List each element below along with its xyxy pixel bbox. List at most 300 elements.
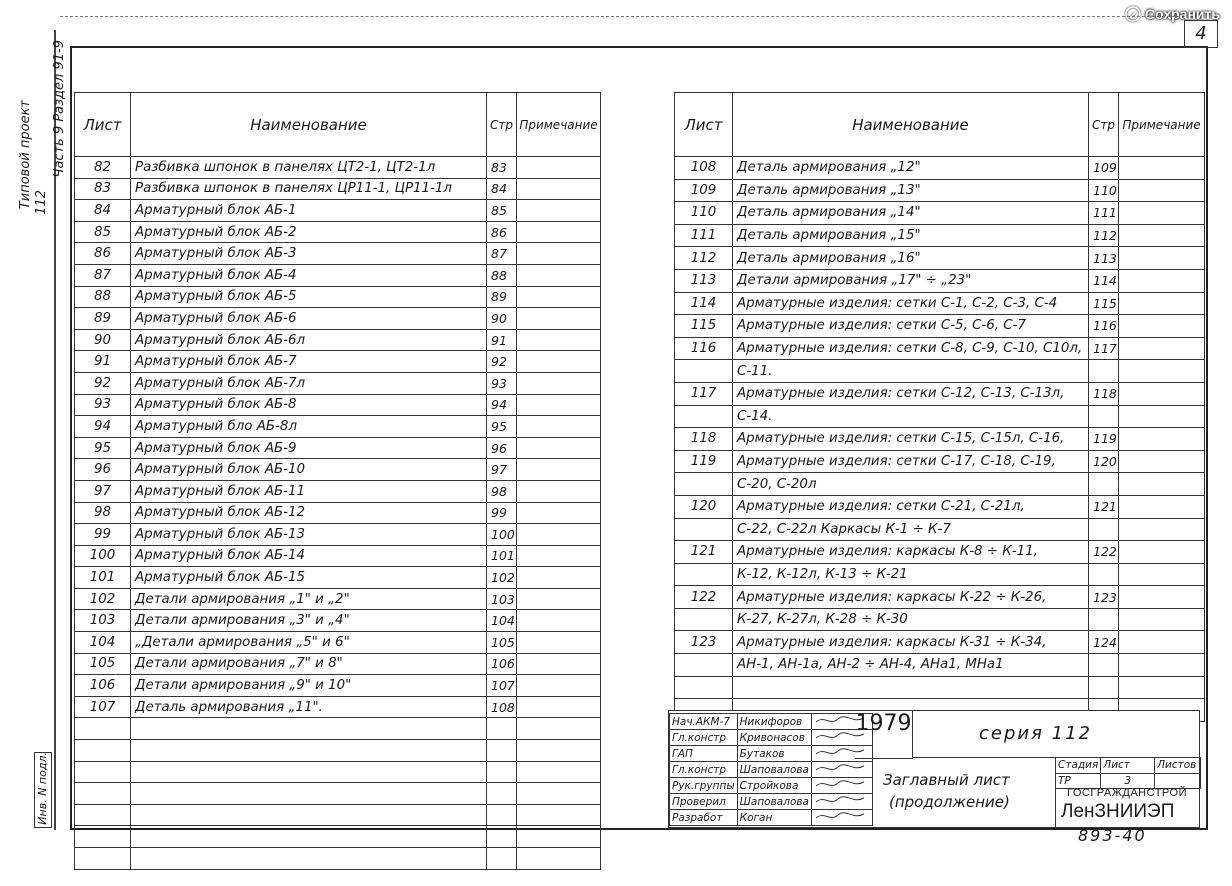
cell-page: 99 xyxy=(487,502,517,524)
cell-sheet: 122 xyxy=(675,586,733,609)
cell-sheet xyxy=(675,405,733,428)
cell-page: 88 xyxy=(487,264,517,286)
cell-page xyxy=(1089,360,1119,383)
cell-note xyxy=(517,653,601,675)
cell-sheet: 120 xyxy=(675,495,733,518)
cell-sheet: 83 xyxy=(75,178,131,200)
cell-note xyxy=(517,696,601,718)
cell-note xyxy=(1119,428,1205,451)
table-row xyxy=(675,360,1205,383)
header-name: Наименование xyxy=(131,93,487,157)
table-row xyxy=(675,269,1205,292)
signature-row xyxy=(670,746,873,762)
cell-note xyxy=(517,372,601,394)
cell-sheet xyxy=(75,848,131,870)
table-row xyxy=(75,372,601,394)
cell-note xyxy=(517,437,601,459)
table-row xyxy=(675,676,1205,699)
cell-page: 98 xyxy=(487,480,517,502)
cell-page: 92 xyxy=(487,351,517,373)
cell-note xyxy=(1119,315,1205,338)
cell-note xyxy=(1119,179,1205,202)
cell-note xyxy=(517,308,601,330)
cell-page xyxy=(1089,676,1119,699)
table-row xyxy=(75,416,601,438)
stage-table xyxy=(1055,757,1201,789)
cell-name: Деталь армирования „11". xyxy=(131,696,487,718)
sheets-label: Листов xyxy=(1155,758,1201,774)
cell-page: 118 xyxy=(1089,382,1119,405)
cell-name xyxy=(131,718,487,740)
cell-page: 91 xyxy=(487,329,517,351)
table-row xyxy=(75,783,601,805)
cell-sheet xyxy=(75,783,131,805)
cell-name: Разбивка шпонок в панелях ЦР11-1, ЦР11-1л xyxy=(131,178,487,200)
cell-sheet: 116 xyxy=(675,337,733,360)
cell-sheet xyxy=(675,676,733,699)
cell-name: Деталь армирования „15" xyxy=(733,224,1089,247)
cell-name: Арматурный блок АБ-14 xyxy=(131,545,487,567)
table-row xyxy=(75,157,601,179)
role: Разработ xyxy=(670,810,738,826)
table-row xyxy=(75,675,601,697)
cell-sheet: 85 xyxy=(75,221,131,243)
role: Проверил xyxy=(670,794,738,810)
header-sheet: Лист xyxy=(75,93,131,157)
cell-sheet: 101 xyxy=(75,567,131,589)
cell-note xyxy=(1119,337,1205,360)
cell-page: 110 xyxy=(1089,179,1119,202)
table-row xyxy=(675,495,1205,518)
cell-sheet: 102 xyxy=(75,588,131,610)
cell-note xyxy=(517,783,601,805)
cell-name: Арматурный блок АБ-1 xyxy=(131,200,487,222)
cell-page: 107 xyxy=(487,675,517,697)
signature xyxy=(812,762,873,778)
person-name: Стройкова xyxy=(737,778,811,794)
cell-page: 108 xyxy=(487,696,517,718)
cell-page: 101 xyxy=(487,545,517,567)
cell-sheet: 103 xyxy=(75,610,131,632)
person-name: Коган xyxy=(737,810,811,826)
table-row xyxy=(675,473,1205,496)
sheet-label: Лист xyxy=(1101,758,1155,774)
cell-page: 94 xyxy=(487,394,517,416)
person-name: Шаповалова xyxy=(737,762,811,778)
cell-note xyxy=(1119,586,1205,609)
table-row xyxy=(75,696,601,718)
cell-note xyxy=(517,524,601,546)
cell-page xyxy=(1089,518,1119,541)
cell-note xyxy=(1119,654,1205,677)
right-contents-table xyxy=(674,92,1205,722)
cell-page: 102 xyxy=(487,567,517,589)
cell-page xyxy=(487,848,517,870)
table-row xyxy=(75,588,601,610)
table-row xyxy=(675,450,1205,473)
cell-sheet xyxy=(75,740,131,762)
signature-row xyxy=(670,730,873,746)
cell-sheet: 90 xyxy=(75,329,131,351)
left-contents-table xyxy=(74,92,601,870)
table-row xyxy=(75,632,601,654)
cell-page: 90 xyxy=(487,308,517,330)
cell-note xyxy=(517,200,601,222)
table-row xyxy=(75,459,601,481)
cell-page: 120 xyxy=(1089,450,1119,473)
table-row xyxy=(675,563,1205,586)
cell-note xyxy=(1119,608,1205,631)
cell-page: 121 xyxy=(1089,495,1119,518)
cell-sheet: 119 xyxy=(675,450,733,473)
signatures-table xyxy=(669,713,873,826)
cell-sheet: 96 xyxy=(75,459,131,481)
cell-name: Детали армирования „17" ÷ „23" xyxy=(733,269,1089,292)
signature-row xyxy=(670,810,873,826)
table-row xyxy=(75,221,601,243)
cell-page xyxy=(487,718,517,740)
title-line1: Заглавный лист xyxy=(883,771,1010,789)
table-row xyxy=(75,502,601,524)
year: 1979 xyxy=(855,711,912,736)
cell-note xyxy=(1119,202,1205,225)
table-row xyxy=(675,247,1205,270)
side-title-line1: Типовой проект xyxy=(18,100,33,210)
cell-name xyxy=(131,761,487,783)
pencil-icon xyxy=(1125,6,1141,22)
cell-name: Арматурный блок АБ-12 xyxy=(131,502,487,524)
cell-name: АН-1, АН-1а, АН-2 ÷ АН-4, АНа1, МНа1 xyxy=(733,654,1089,677)
table-row xyxy=(75,567,601,589)
cell-name: Деталь армирования „12" xyxy=(733,157,1089,180)
cell-name: Арматурный блок АБ-4 xyxy=(131,264,487,286)
cell-page xyxy=(1089,563,1119,586)
cell-name: Арматурные изделия: сетки С-17, С-18, С-19, xyxy=(733,450,1089,473)
cell-name xyxy=(131,848,487,870)
cell-name xyxy=(131,826,487,848)
cell-name: С-11. xyxy=(733,360,1089,383)
table-row xyxy=(75,524,601,546)
table-row xyxy=(75,264,601,286)
cell-name: Арматурный блок АБ-11 xyxy=(131,480,487,502)
role: Гл.констр xyxy=(670,762,738,778)
cell-sheet xyxy=(675,473,733,496)
cell-note xyxy=(517,416,601,438)
cell-note xyxy=(1119,541,1205,564)
sheet-number: 4 xyxy=(1184,20,1218,48)
table-row xyxy=(75,545,601,567)
cell-note xyxy=(1119,563,1205,586)
cell-name: Арматурный блок АБ-15 xyxy=(131,567,487,589)
cell-note xyxy=(1119,631,1205,654)
signature xyxy=(812,778,873,794)
stage-label: Стадия xyxy=(1056,758,1101,774)
table-row xyxy=(675,315,1205,338)
cell-sheet: 88 xyxy=(75,286,131,308)
cell-name: Детали армирования „3" и „4" xyxy=(131,610,487,632)
table-row xyxy=(675,292,1205,315)
cell-note xyxy=(517,243,601,265)
cell-name: Детали армирования „9" и 10" xyxy=(131,675,487,697)
cell-sheet: 107 xyxy=(75,696,131,718)
signature-row xyxy=(670,714,873,730)
cell-name: К-27, К-27л, К-28 ÷ К-30 xyxy=(733,608,1089,631)
cell-sheet: 84 xyxy=(75,200,131,222)
cell-page: 103 xyxy=(487,588,517,610)
signature-row xyxy=(670,762,873,778)
person-name: Никифоров xyxy=(737,714,811,730)
stage-value: ТР xyxy=(1056,773,1101,789)
cell-name: Детали армирования „1" и „2" xyxy=(131,588,487,610)
table-row xyxy=(675,428,1205,451)
cell-note xyxy=(1119,495,1205,518)
cell-page: 97 xyxy=(487,459,517,481)
table-row xyxy=(675,179,1205,202)
top-edge xyxy=(60,16,1180,17)
cell-name: Арматурные изделия: сетки С-21, С-21л, xyxy=(733,495,1089,518)
cell-name: Арматурный блок АБ-9 xyxy=(131,437,487,459)
cell-page: 86 xyxy=(487,221,517,243)
cell-note xyxy=(517,264,601,286)
person-name: Шаповалова xyxy=(737,794,811,810)
cell-page: 84 xyxy=(487,178,517,200)
table-row xyxy=(75,308,601,330)
cell-sheet: 115 xyxy=(675,315,733,338)
cell-page: 119 xyxy=(1089,428,1119,451)
role: Нач.АКМ-7 xyxy=(670,714,738,730)
cell-note xyxy=(517,804,601,826)
cell-page: 124 xyxy=(1089,631,1119,654)
cell-sheet xyxy=(675,518,733,541)
cell-sheet: 93 xyxy=(75,394,131,416)
cell-sheet: 113 xyxy=(675,269,733,292)
table-row xyxy=(75,394,601,416)
cell-page: 122 xyxy=(1089,541,1119,564)
inventory-label: Инв. N подл. xyxy=(36,752,49,825)
cell-note xyxy=(1119,292,1205,315)
table-row xyxy=(75,178,601,200)
cell-page: 106 xyxy=(487,653,517,675)
cell-note xyxy=(1119,157,1205,180)
table-row xyxy=(675,541,1205,564)
table-row xyxy=(675,405,1205,428)
cell-sheet: 117 xyxy=(675,382,733,405)
cell-page xyxy=(487,761,517,783)
cell-name: Арматурный блок АБ-10 xyxy=(131,459,487,481)
cell-note xyxy=(517,610,601,632)
table-row xyxy=(75,480,601,502)
cell-note xyxy=(517,718,601,740)
cell-name: Арматурные изделия: каркасы К-31 ÷ К-34, xyxy=(733,631,1089,654)
cell-page: 123 xyxy=(1089,586,1119,609)
cell-sheet: 105 xyxy=(75,653,131,675)
cell-page: 117 xyxy=(1089,337,1119,360)
cell-page: 93 xyxy=(487,372,517,394)
table-row xyxy=(75,200,601,222)
cell-name xyxy=(131,740,487,762)
cell-note xyxy=(1119,247,1205,270)
table-row xyxy=(675,631,1205,654)
side-title-line2: 112 xyxy=(34,190,49,215)
inventory-label-box xyxy=(34,752,52,828)
cell-name: С-14. xyxy=(733,405,1089,428)
cell-sheet: 104 xyxy=(75,632,131,654)
cell-sheet xyxy=(75,826,131,848)
cell-note xyxy=(517,351,601,373)
cell-name: Арматурный блок АБ-7 xyxy=(131,351,487,373)
cell-name: Арматурный блок АБ-3 xyxy=(131,243,487,265)
cell-name: С-20, С-20л xyxy=(733,473,1089,496)
org-line2: ЛенЗНИИЭП xyxy=(1061,801,1175,822)
cell-note xyxy=(517,329,601,351)
table-row xyxy=(75,610,601,632)
series-label: серия 112 xyxy=(979,723,1093,744)
cell-note xyxy=(517,394,601,416)
signature-row xyxy=(670,794,873,810)
cell-note xyxy=(517,761,601,783)
cell-name: Арматурный блок АБ-2 xyxy=(131,221,487,243)
cell-note xyxy=(517,178,601,200)
cell-sheet: 110 xyxy=(675,202,733,225)
cell-name: Деталь армирования „14" xyxy=(733,202,1089,225)
cell-name: Арматурные изделия: сетки С-1, С-2, С-3, С-4 xyxy=(733,292,1089,315)
cell-name: Арматурный блок АБ-8 xyxy=(131,394,487,416)
header-page: Стр xyxy=(1089,93,1119,157)
cell-note xyxy=(1119,518,1205,541)
cell-sheet: 108 xyxy=(675,157,733,180)
signature-row xyxy=(670,778,873,794)
cell-note xyxy=(1119,224,1205,247)
table-row xyxy=(75,351,601,373)
cell-sheet: 89 xyxy=(75,308,131,330)
cell-name: Детали армирования „7" и 8" xyxy=(131,653,487,675)
cell-note xyxy=(1119,450,1205,473)
cell-name: Арматурные изделия: сетки С-12, С-13, С-13л, xyxy=(733,382,1089,405)
cell-note xyxy=(1119,382,1205,405)
cell-sheet: 91 xyxy=(75,351,131,373)
cell-note xyxy=(517,588,601,610)
header-note: Примечание xyxy=(1119,93,1205,157)
cell-sheet: 92 xyxy=(75,372,131,394)
cell-note xyxy=(517,480,601,502)
table-row xyxy=(75,286,601,308)
year-box xyxy=(855,711,913,759)
cell-note xyxy=(517,826,601,848)
cell-page: 83 xyxy=(487,157,517,179)
table-row xyxy=(75,243,601,265)
cell-sheet xyxy=(75,761,131,783)
cell-name: С-22, С-22л Каркасы К-1 ÷ К-7 xyxy=(733,518,1089,541)
side-title xyxy=(18,40,78,215)
cell-page: 105 xyxy=(487,632,517,654)
cell-name: Арматурные изделия: сетки С-5, С-6, С-7 xyxy=(733,315,1089,338)
cell-page xyxy=(487,804,517,826)
cell-note xyxy=(517,459,601,481)
cell-sheet xyxy=(75,718,131,740)
cell-page xyxy=(1089,608,1119,631)
table-row xyxy=(75,848,601,870)
cell-page: 87 xyxy=(487,243,517,265)
header-page: Стр xyxy=(487,93,517,157)
cell-name xyxy=(131,783,487,805)
cell-sheet: 87 xyxy=(75,264,131,286)
cell-name: Арматурный блок АБ-13 xyxy=(131,524,487,546)
cell-name: Арматурные изделия: сетки С-15, С-15л, С-16, xyxy=(733,428,1089,451)
cell-page xyxy=(487,826,517,848)
cell-note xyxy=(517,632,601,654)
org-line1: ГОСГРАЖДАНСТРОЙ xyxy=(1067,787,1187,799)
table-row xyxy=(75,329,601,351)
cell-page: 115 xyxy=(1089,292,1119,315)
cell-sheet: 111 xyxy=(675,224,733,247)
cell-page: 114 xyxy=(1089,269,1119,292)
cell-note xyxy=(1119,473,1205,496)
save-button-label: Сохранить xyxy=(1145,6,1220,22)
cell-name: „Детали армирования „5" и 6" xyxy=(131,632,487,654)
signature xyxy=(812,794,873,810)
person-name: Кривонасов xyxy=(737,730,811,746)
cell-sheet: 123 xyxy=(675,631,733,654)
table-row xyxy=(675,202,1205,225)
header-note: Примечание xyxy=(517,93,601,157)
cell-page xyxy=(1089,654,1119,677)
cell-page: 104 xyxy=(487,610,517,632)
role: ГАП xyxy=(670,746,738,762)
cell-sheet: 118 xyxy=(675,428,733,451)
cell-name: Деталь армирования „13" xyxy=(733,179,1089,202)
cell-sheet: 86 xyxy=(75,243,131,265)
cell-note xyxy=(1119,405,1205,428)
side-title-line3: Часть 9 Раздел 91-9 xyxy=(52,40,67,178)
cell-page: 85 xyxy=(487,200,517,222)
table-row xyxy=(75,740,601,762)
sheet-value: 3 xyxy=(1101,773,1155,789)
cell-sheet: 99 xyxy=(75,524,131,546)
table-row xyxy=(675,518,1205,541)
table-row xyxy=(675,337,1205,360)
cell-page: 95 xyxy=(487,416,517,438)
cell-name xyxy=(733,676,1089,699)
cell-name: Арматурные изделия: сетки С-8, С-9, С-10, С10л, xyxy=(733,337,1089,360)
cell-name xyxy=(131,804,487,826)
cell-page: 100 xyxy=(487,524,517,546)
cell-name: Арматурный бло АБ-8л xyxy=(131,416,487,438)
role: Рук.группы xyxy=(670,778,738,794)
cell-name: Арматурные изделия: каркасы К-22 ÷ К-26, xyxy=(733,586,1089,609)
cell-name: Арматурный блок АБ-7л xyxy=(131,372,487,394)
cell-page: 111 xyxy=(1089,202,1119,225)
table-row xyxy=(675,654,1205,677)
cell-note xyxy=(517,221,601,243)
cell-name: Арматурные изделия: каркасы К-8 ÷ К-11, xyxy=(733,541,1089,564)
cell-page xyxy=(1089,473,1119,496)
cell-note xyxy=(1119,360,1205,383)
table-row xyxy=(675,157,1205,180)
cell-page: 109 xyxy=(1089,157,1119,180)
cell-sheet: 112 xyxy=(675,247,733,270)
table-row xyxy=(675,382,1205,405)
cell-sheet: 114 xyxy=(675,292,733,315)
cell-name: Деталь армирования „16" xyxy=(733,247,1089,270)
cell-sheet: 98 xyxy=(75,502,131,524)
table-row xyxy=(75,761,601,783)
cell-sheet: 106 xyxy=(75,675,131,697)
cell-page: 116 xyxy=(1089,315,1119,338)
cell-name: Арматурный блок АБ-6 xyxy=(131,308,487,330)
header-sheet: Лист xyxy=(675,93,733,157)
cell-page: 112 xyxy=(1089,224,1119,247)
cell-name: Разбивка шпонок в панелях ЦТ2-1, ЦТ2-1л xyxy=(131,157,487,179)
